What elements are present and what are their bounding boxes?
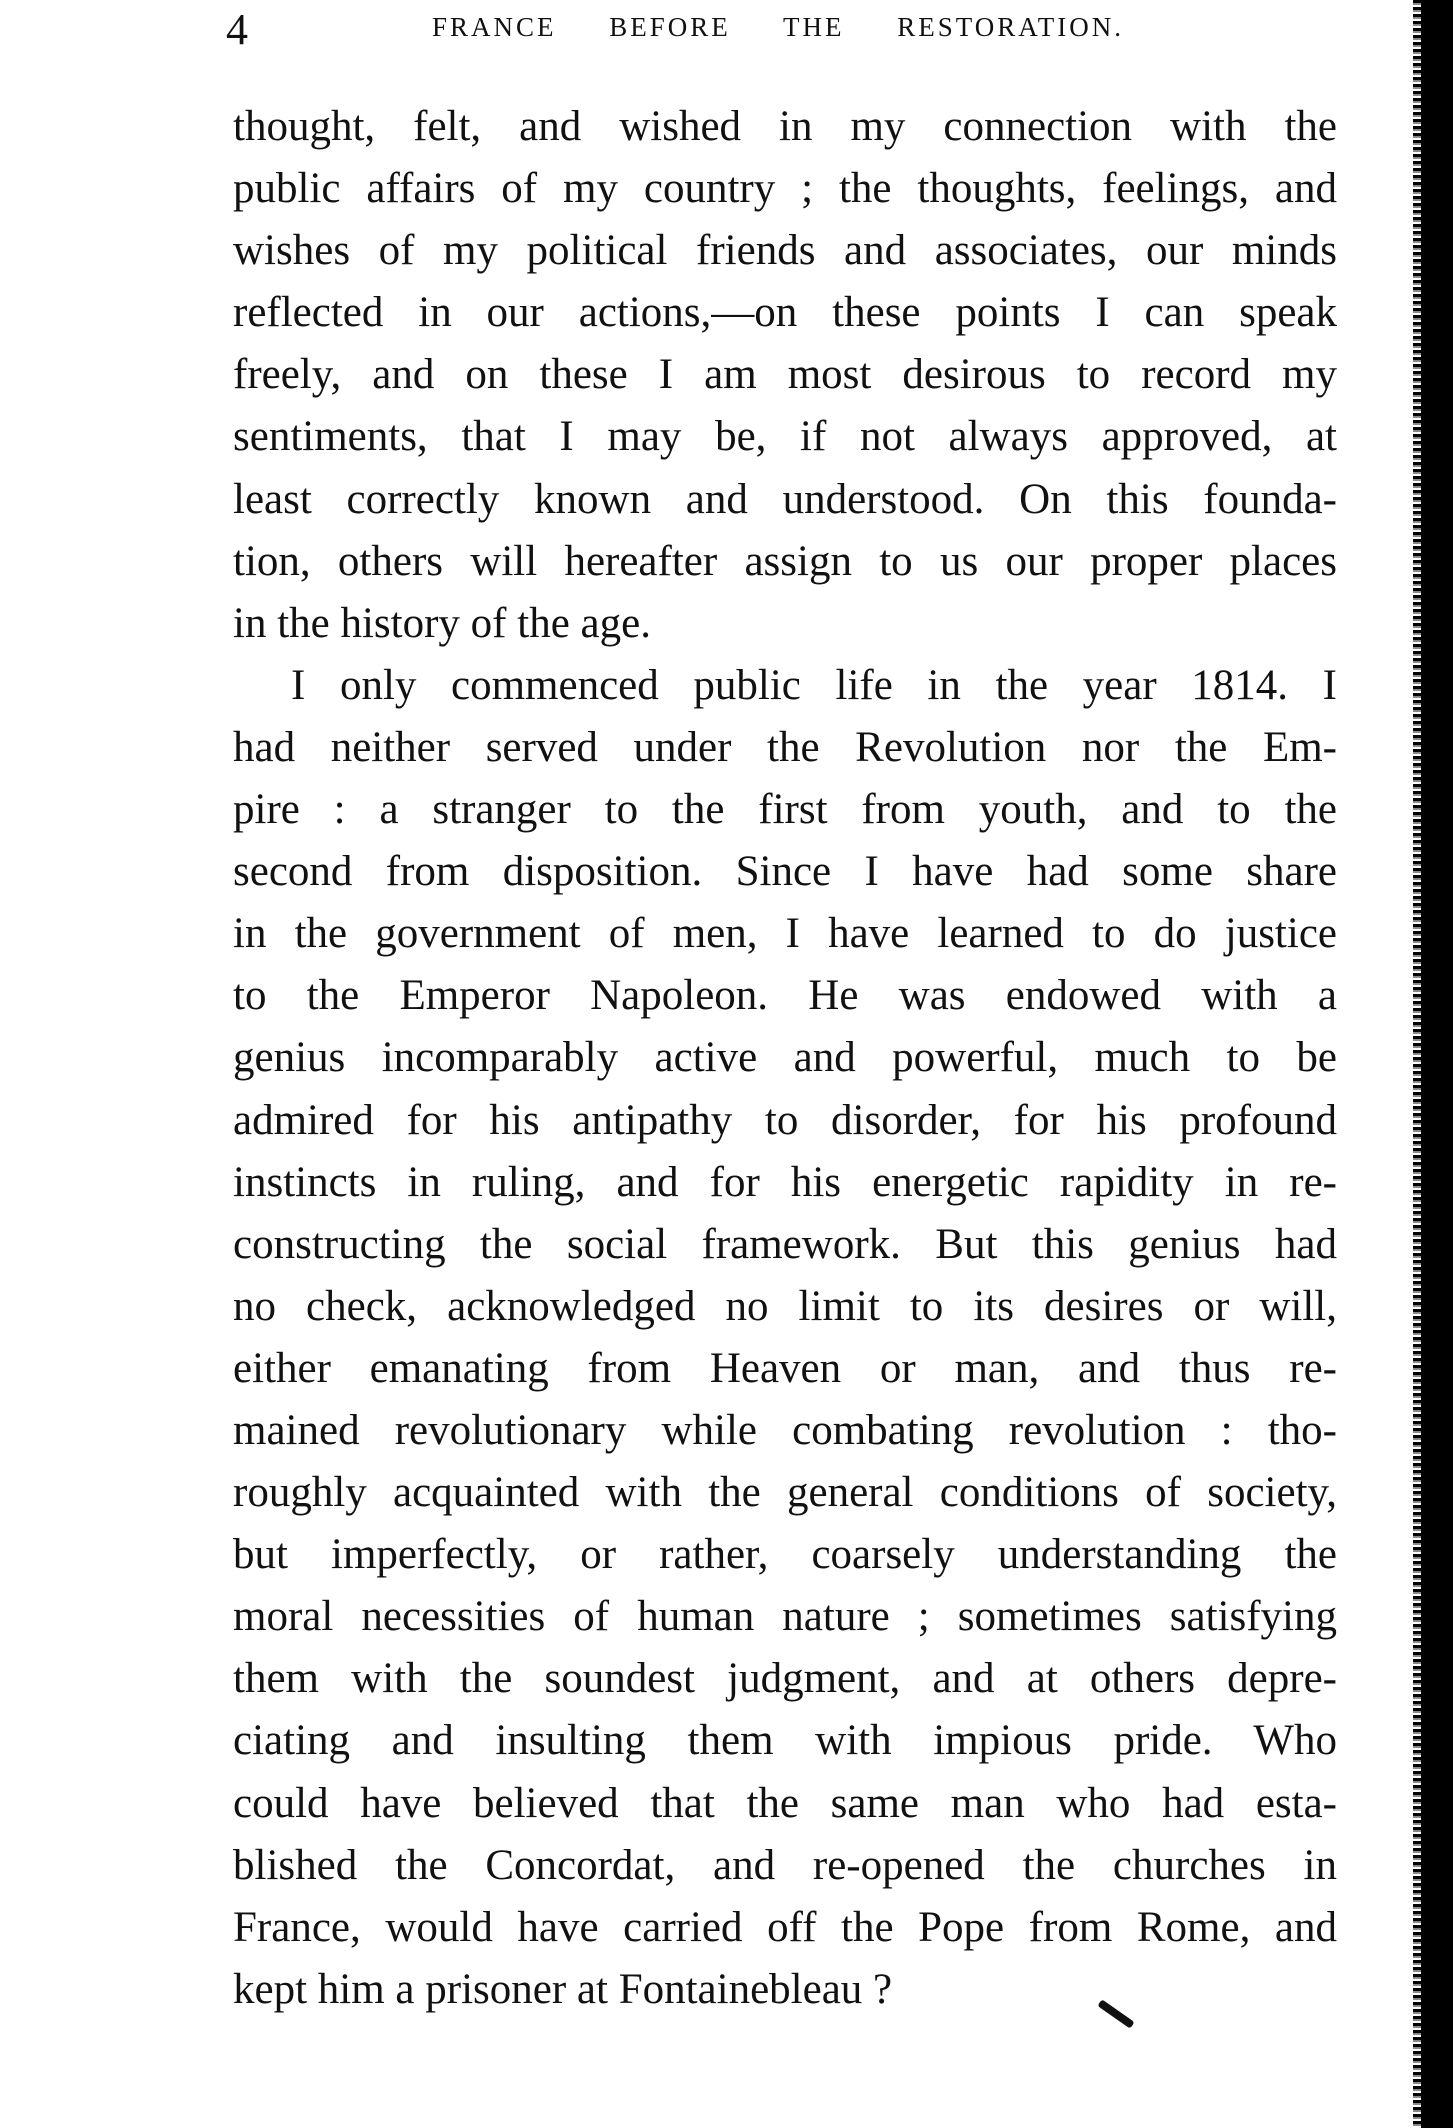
text-line: reflected in our actions,—on these points I can speak xyxy=(233,289,1337,337)
text-line: could have believed that the same man who had esta- xyxy=(233,1779,1337,1827)
text-line: genius incomparably active and powerful, much to be xyxy=(233,1034,1337,1082)
text-line: no check, acknowledged no limit to its desires or will, xyxy=(233,1282,1337,1330)
page-number: 4 xyxy=(226,5,248,54)
text-line: either emanating from Heaven or man, and thus re- xyxy=(233,1344,1337,1392)
text-line: kept him a prisoner at Fontainebleau ? xyxy=(233,1965,893,2013)
text-line: ciating and insulting them with impious pride. Who xyxy=(233,1717,1337,1765)
text-line: them with the soundest judgment, and at others depre- xyxy=(233,1655,1337,1703)
text-line: roughly acquainted with the general conditions of society, xyxy=(233,1469,1337,1517)
text-line: public affairs of my country ; the thoughts, feelings, and xyxy=(233,165,1337,213)
text-line: instincts in ruling, and for his energetic rapidity in re- xyxy=(233,1158,1337,1206)
text-line: had neither served under the Revolution nor the Em- xyxy=(233,723,1337,771)
text-line: in the government of men, I have learned to do justice xyxy=(233,910,1337,958)
text-line: wishes of my political friends and associates, our minds xyxy=(233,227,1337,275)
text-line: thought, felt, and wished in my connection with the xyxy=(233,103,1337,150)
text-line: tion, others will hereafter assign to us our proper places xyxy=(233,537,1337,585)
text-line: mained revolutionary while combating revolution : tho- xyxy=(233,1406,1337,1454)
text-line: in the history of the age. xyxy=(233,599,651,647)
text-line: pire : a stranger to the first from youth, and to the xyxy=(233,786,1337,834)
text-line: I only commenced public life in the year 1814. I xyxy=(291,661,1337,709)
body-text xyxy=(233,96,1337,2021)
text-line: second from disposition. Since I have had some share xyxy=(233,848,1337,896)
text-line: moral necessities of human nature ; sometimes satisfying xyxy=(233,1593,1337,1641)
text-line: but imperfectly, or rather, coarsely understanding the xyxy=(233,1531,1337,1579)
text-line: France, would have carried off the Pope from Rome, and xyxy=(233,1903,1337,1951)
text-line: least correctly known and understood. On this founda- xyxy=(233,475,1337,523)
text-line: constructing the social framework. But this genius had xyxy=(233,1220,1337,1268)
page-edge-shadow xyxy=(1419,0,1453,2128)
text-line: sentiments, that I may be, if not always approved, at xyxy=(233,413,1337,461)
text-line: admired for his antipathy to disorder, for his profound xyxy=(233,1096,1337,1144)
running-title: FRANCE BEFORE THE RESTORATION. xyxy=(432,12,1124,42)
text-line: freely, and on these I am most desirous to record my xyxy=(233,351,1337,399)
text-line: to the Emperor Napoleon. He was endowed with a xyxy=(233,972,1337,1020)
text-line: blished the Concordat, and re-opened the churches in xyxy=(233,1841,1337,1889)
